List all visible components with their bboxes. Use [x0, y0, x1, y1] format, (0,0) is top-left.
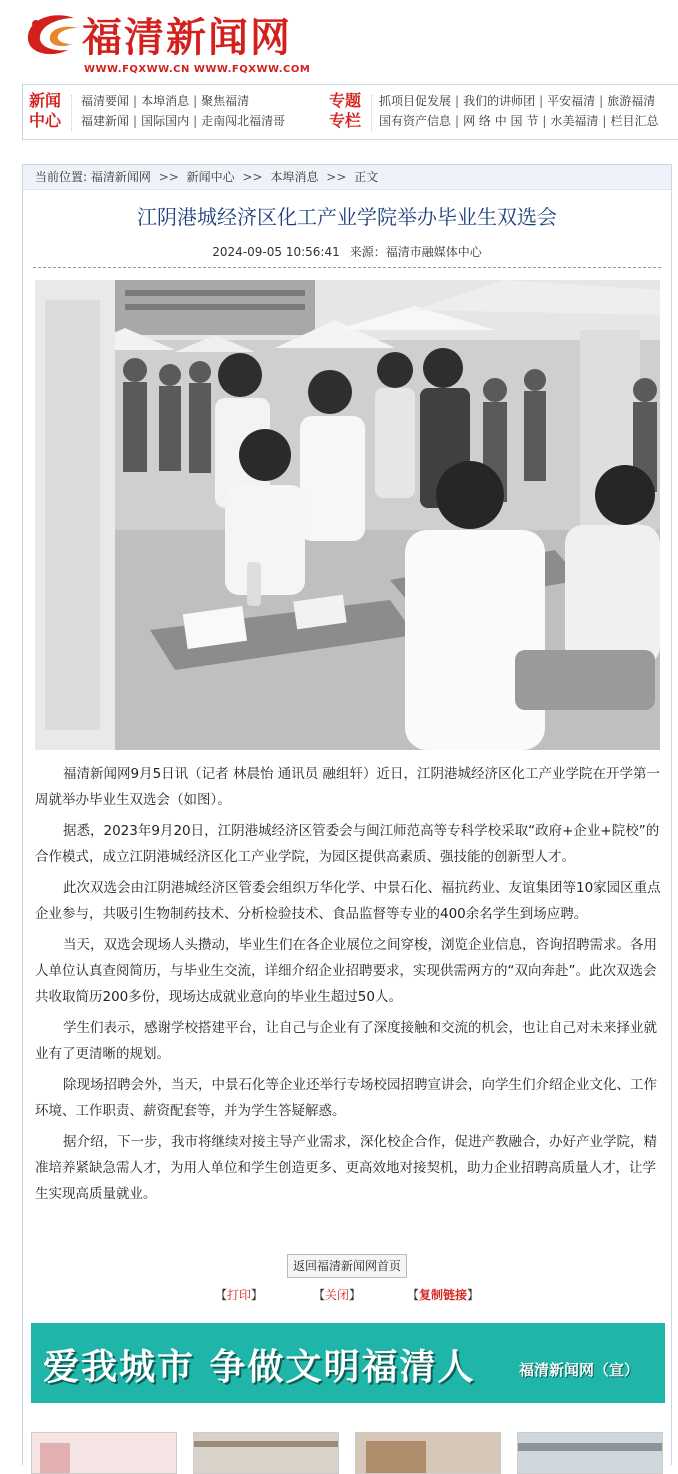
article-title: 江阴港城经济区化工产业学院举办毕业生双选会	[137, 205, 557, 229]
nav-special-text: 专题专栏	[328, 91, 361, 130]
article-meta	[23, 243, 671, 260]
nav-link-fujian-news[interactable]: 福建新闻	[81, 114, 130, 128]
breadcrumb-home[interactable]: 福清新闻网	[90, 170, 151, 184]
nav-link-focus-fuqing[interactable]: 聚焦福清	[201, 94, 250, 108]
article-paragraph: 学生们表示，感谢学校搭建平台，让自己与企业有了深度接触和交流的机会，也让自己对未来择业就业有了更清晰的规划。	[35, 1020, 657, 1062]
nav-link-safe-fuqing[interactable]: 平安福清	[547, 94, 596, 108]
article-paragraph: 除现场招聘会外，当天，中景石化等企业还举行专场校园招聘宣讲会，向学生们介绍企业文化、工作环境、工作职责、薪资配套等，并为学生答疑解惑。	[35, 1077, 657, 1119]
thumbnail-image	[194, 1433, 338, 1473]
nav-link-online-festival[interactable]: 网 络 中 国 节	[463, 114, 539, 128]
article-paragraph: 据介绍，下一步，我市将继续对接主导产业需求，深化校企合作，促进产教融合，办好产业学院，精准培养紧缺急需人才，为用人单位和学生创造更多、更高效地对接契机，助力企业招聘高质量人才，让学生实现高质量就业。	[35, 1134, 657, 1202]
nav-link-travel-fuqing[interactable]: 旅游福清	[607, 94, 656, 108]
banner-slogan: 爱我城市 争做文明福清人	[43, 1346, 476, 1388]
nav-link-projects[interactable]: 抓项目促发展	[379, 94, 452, 108]
breadcrumb	[23, 165, 671, 190]
nav-news-center-text: 新闻中心	[28, 91, 61, 130]
breadcrumb-news-center[interactable]: 新闻中心	[186, 170, 235, 184]
thumbnail-image	[356, 1433, 500, 1473]
nav-special-row2: 国有资产信息 | 网 络 中 国 节 | 水美福清 | 栏目汇总	[379, 114, 659, 128]
article-photo	[35, 280, 660, 750]
civility-banner[interactable]	[31, 1323, 665, 1403]
nav-special-label[interactable]	[327, 91, 363, 131]
breadcrumb-current: 正文	[354, 170, 379, 184]
nav-special-section	[319, 89, 678, 133]
site-header	[0, 0, 678, 82]
nav-link-fuqing-news[interactable]: 福清要闻	[81, 94, 130, 108]
nav-link-columns[interactable]: 栏目汇总	[610, 114, 659, 128]
main-nav	[22, 84, 678, 140]
breadcrumb-local-news[interactable]: 本埠消息	[270, 170, 319, 184]
nav-link-lecturers[interactable]: 我们的讲师团	[463, 94, 536, 108]
nav-link-international[interactable]: 国际国内	[141, 114, 190, 128]
nav-link-fuqing-abroad[interactable]: 走南闯北福清哥	[201, 114, 286, 128]
breadcrumb-separator: >>	[326, 170, 347, 184]
article-datetime: 2024-09-05 10:56:41	[212, 245, 340, 259]
breadcrumb-prefix: 当前位置:	[35, 170, 88, 184]
article-paragraph: 此次双选会由江阴港城经济区管委会组织万华化学、中景石化、福抗药业、友谊集团等10家园区重点企业参与，共吸引生物制药技术、分析检验技术、食品监督等专业的400余名学生到场应聘。	[35, 880, 661, 922]
breadcrumb-separator: >>	[242, 170, 263, 184]
nav-divider	[371, 95, 373, 131]
copy-link[interactable]: 复制链接	[419, 1288, 468, 1302]
thumbnail-image	[32, 1433, 176, 1473]
close-link[interactable]: 关闭	[325, 1288, 350, 1302]
related-thumbnail[interactable]	[517, 1432, 663, 1474]
nav-news-row1: 福清要闻 | 本埠消息 | 聚焦福清	[81, 94, 250, 108]
related-thumbnail[interactable]	[355, 1432, 501, 1474]
nav-link-state-assets[interactable]: 国有资产信息	[379, 114, 452, 128]
site-logo[interactable]	[22, 8, 322, 78]
breadcrumb-separator: >>	[158, 170, 179, 184]
print-link-wrapper[interactable]: 【打印】	[215, 1288, 264, 1302]
nav-news-section	[27, 89, 327, 133]
close-link-wrapper[interactable]: 【关闭】	[313, 1288, 362, 1302]
title-divider	[33, 267, 661, 268]
logo-swirl-icon	[22, 10, 82, 60]
print-link[interactable]: 打印	[227, 1288, 252, 1302]
article-paragraph: 当天，双选会现场人头攒动，毕业生们在各企业展位之间穿梭，浏览企业信息，咨询招聘需求。各用人单位认真查阅简历，与毕业生交流，详细介绍企业招聘要求，实现供需两方的“双向奔赴”。此次双选会共收取简历200多份，现场达成就业意向的毕业生超过50人。	[35, 937, 657, 1005]
related-thumbnail[interactable]	[193, 1432, 339, 1474]
article-paragraph: 据悉，2023年9月20日，江阴港城经济区管委会与闽江师范高等专科学校采取“政府+企业+院校”的合作模式，成立江阴港城经济区化工产业学院，为园区提供高素质、强技能的创新型人才。	[35, 823, 660, 865]
related-thumbnail[interactable]	[31, 1432, 177, 1474]
nav-divider	[71, 95, 73, 131]
nav-news-center-label[interactable]	[27, 91, 63, 131]
thumbnail-image	[518, 1433, 662, 1473]
nav-link-local-news[interactable]: 本埠消息	[141, 94, 190, 108]
article-body	[35, 761, 661, 1212]
back-home-button[interactable]: 返回福清新闻网首页	[287, 1254, 407, 1278]
nav-special-row1: 抓项目促发展 | 我们的讲师团 | 平安福清 | 旅游福清	[379, 94, 656, 108]
nav-link-water-fuqing[interactable]: 水美福清	[550, 114, 599, 128]
logo-urls: WWW.FQXWW.CN WWW.FQXWW.COM	[84, 64, 311, 75]
logo-text: 福清新闻网	[82, 14, 292, 61]
article-paragraph: 福清新闻网9月5日讯（记者 林晨怡 通讯员 融组轩）近日，江阴港城经济区化工产业学院在开学第一周就举办毕业生双选会（如图）。	[35, 766, 661, 808]
article-source: 来源：福清市融媒体中心	[349, 245, 482, 259]
banner-credit: 福清新闻网（宣）	[519, 1361, 640, 1379]
article-container	[22, 164, 672, 1465]
nav-news-row2: 福建新闻 | 国际国内 | 走南闯北福清哥	[81, 114, 286, 128]
copy-link-wrapper[interactable]: 【复制链接】	[407, 1288, 480, 1302]
